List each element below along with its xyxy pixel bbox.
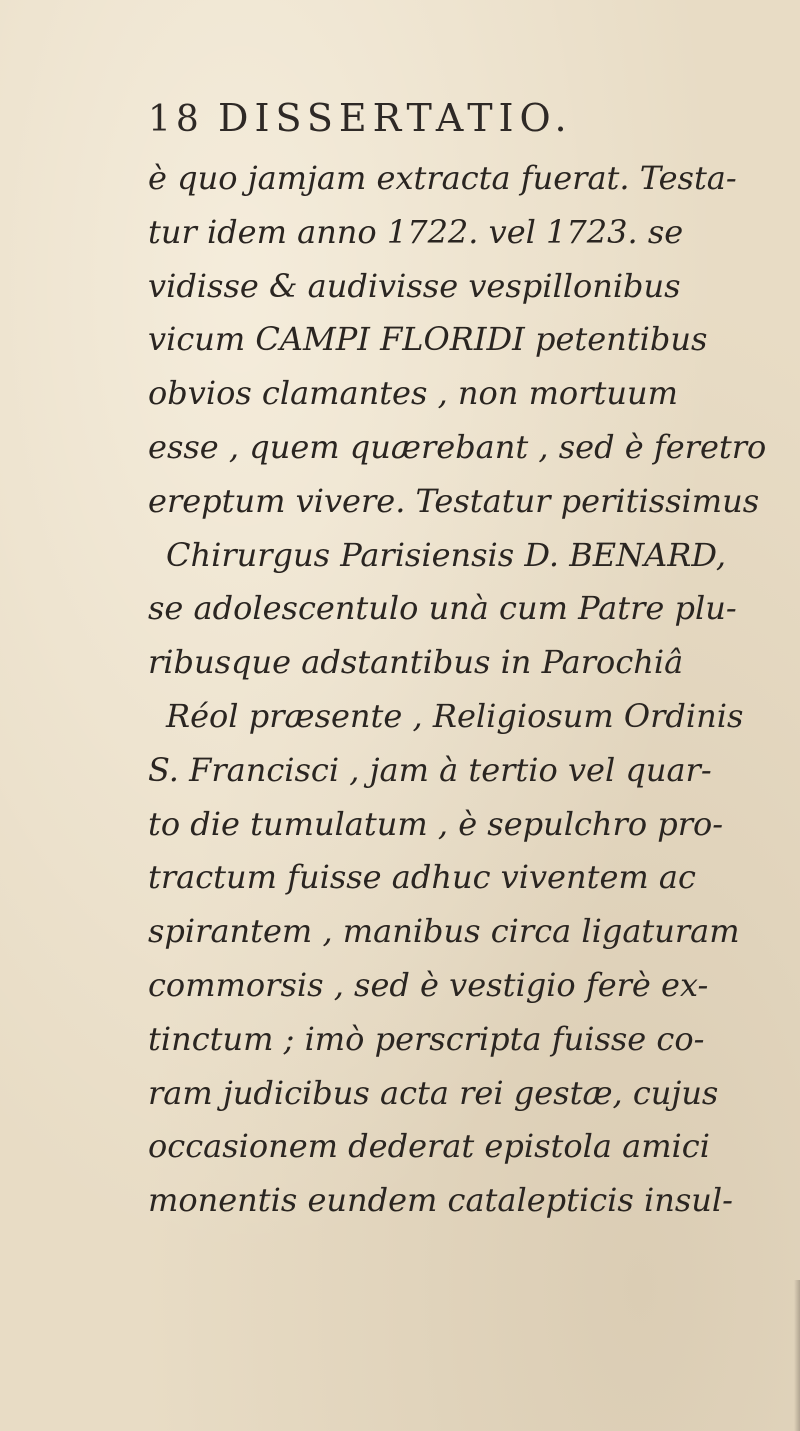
text-line: tractum fuisse adhuc viventem ac xyxy=(148,858,696,897)
text-line: Réol præsente , Religiosum Ordinis xyxy=(166,696,744,735)
text-line: vidisse & audivisse vespillonibus xyxy=(148,266,681,305)
text-line: tur idem anno 1722. vel 1723. se xyxy=(148,212,684,251)
text-line: spirantem , manibus circa ligaturam xyxy=(148,912,740,951)
text-line: esse , quem quærebant , sed è feretro xyxy=(148,427,767,466)
text-line: Chirurgus Parisiensis D. BENARD, xyxy=(166,535,726,574)
text-line: monentis eundem catalepticis insul- xyxy=(148,1181,733,1220)
text-line: vicum CAMPI FLORIDI petentibus xyxy=(148,320,708,359)
text-line: ram judicibus acta rei gestæ, cujus xyxy=(148,1073,719,1112)
text-line: tinctum ; imò perscripta fuisse co- xyxy=(148,1019,705,1058)
text-line: commorsis , sed è vestigio ferè ex- xyxy=(148,965,709,1004)
running-head xyxy=(148,96,573,148)
running-title: DISSERTATIO. xyxy=(218,96,573,140)
page-number: 18 xyxy=(148,99,204,140)
text-line: occasionem dederat epistola amici xyxy=(148,1127,710,1166)
text-line: obvios clamantes , non mortuum xyxy=(148,374,678,413)
text-line: ereptum vivere. Testatur peritissimus xyxy=(148,481,760,520)
text-line: to die tumulatum , è sepulchro pro- xyxy=(148,804,724,843)
page-edge-shadow xyxy=(794,1280,800,1431)
text-line: se adolescentulo unà cum Patre plu- xyxy=(148,589,737,628)
text-line: ribusque adstantibus in Parochiâ xyxy=(148,643,684,682)
text-line: S. Francisci , jam à tertio vel quar- xyxy=(148,750,712,789)
text-line: è quo jamjam extracta fuerat. Testa- xyxy=(148,159,737,197)
body-text xyxy=(148,152,788,1228)
